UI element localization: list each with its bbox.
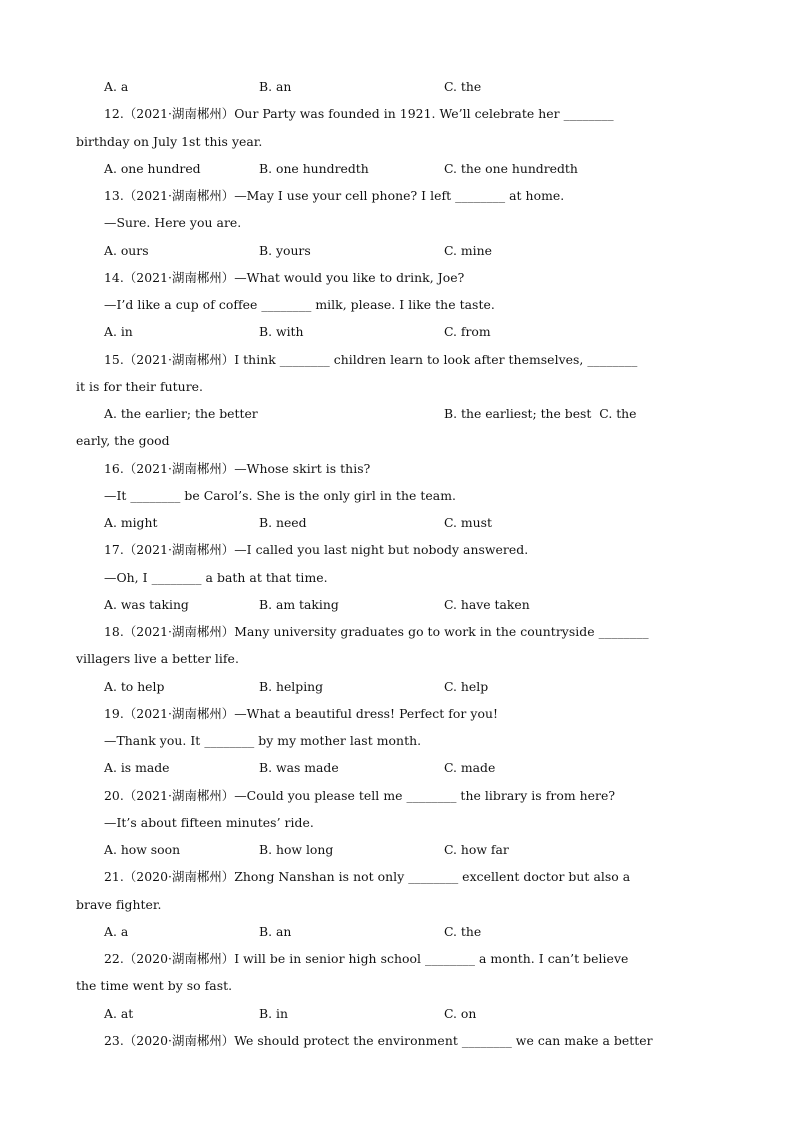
answer-option: A. in — [104, 324, 133, 339]
text-line: —Oh, I ________ a bath at that time. — [104, 570, 328, 585]
answer-option: C. have taken — [444, 597, 530, 612]
question-text: 18.（2021·湖南郴州）Many university graduates go to work in the countryside ________ — [104, 624, 649, 639]
answer-option: B. one hundredth — [259, 161, 369, 176]
question-text: 12.（2021·湖南郴州）Our Party was founded in 1921. We’ll celebrate her ________ — [104, 106, 614, 121]
answer-option: B. an — [259, 79, 292, 94]
answer-option: A. a — [104, 924, 129, 939]
question-text: 22.（2020·湖南郴州）I will be in senior high school ________ a month. I can’t believe — [104, 951, 629, 966]
answer-option: B. how long — [259, 842, 334, 857]
answer-option: C. how far — [444, 842, 509, 857]
answer-option: C. the — [444, 79, 482, 94]
answer-option: B. yours — [259, 243, 311, 258]
answer-option: B. in — [259, 1006, 288, 1021]
answer-option: A. ours — [104, 243, 149, 258]
answer-option: A. a — [104, 79, 129, 94]
answer-option: B. was made — [259, 760, 339, 775]
answer-option: B. am taking — [259, 597, 339, 612]
answer-option: A. might — [104, 515, 158, 530]
question-text: 23.（2020·湖南郴州）We should protect the environment ________ we can make a better — [104, 1033, 653, 1048]
question-text: 16.（2021·湖南郴州）—Whose skirt is this? — [104, 461, 371, 476]
answer-option: A. the earlier; the better — [104, 406, 258, 421]
answer-option: B. with — [259, 324, 304, 339]
question-text: 14.（2021·湖南郴州）—What would you like to drink, Joe? — [104, 270, 465, 285]
text-line: brave fighter. — [76, 897, 162, 912]
text-line: it is for their future. — [76, 379, 204, 394]
answer-option: A. at — [104, 1006, 134, 1021]
answer-option: B. an — [259, 924, 292, 939]
answer-option: C. must — [444, 515, 492, 530]
answer-option: C. from — [444, 324, 491, 339]
answer-option: C. help — [444, 679, 489, 694]
text-line: birthday on July 1st this year. — [76, 134, 263, 149]
text-line: early, the good — [76, 433, 170, 448]
text-line: —It ________ be Carol’s. She is the only girl in the team. — [104, 488, 456, 503]
answer-option: A. to help — [104, 679, 165, 694]
text-line: —Thank you. It ________ by my mother last month. — [104, 733, 422, 748]
answer-option: A. was taking — [104, 597, 189, 612]
answer-option: C. the one hundredth — [444, 161, 578, 176]
text-line: villagers live a better life. — [76, 651, 239, 666]
answer-option: C. made — [444, 760, 496, 775]
answer-option: A. how soon — [104, 842, 181, 857]
answer-option: A. one hundred — [104, 161, 201, 176]
answer-option: C. on — [444, 1006, 477, 1021]
answer-option: B. helping — [259, 679, 324, 694]
question-text: 21.（2020·湖南郴州）Zhong Nanshan is not only ________ excellent doctor but also a — [104, 869, 631, 884]
text-line: —I’d like a cup of coffee ________ milk, please. I like the taste. — [104, 297, 495, 312]
answer-option: C. mine — [444, 243, 492, 258]
question-text: 17.（2021·湖南郴州）—I called you last night but nobody answered. — [104, 542, 529, 557]
question-text: 19.（2021·湖南郴州）—What a beautiful dress! Perfect for you! — [104, 706, 499, 721]
answer-option: B. the earliest; the best C. the — [444, 406, 637, 421]
answer-option: C. the — [444, 924, 482, 939]
text-line: the time went by so fast. — [76, 978, 233, 993]
question-text: 15.（2021·湖南郴州）I think ________ children learn to look after themselves, ________ — [104, 352, 638, 367]
answer-option: B. need — [259, 515, 307, 530]
question-text: 20.（2021·湖南郴州）—Could you please tell me ________ the library is from here? — [104, 788, 616, 803]
question-text: 13.（2021·湖南郴州）—May I use your cell phone? I left ________ at home. — [104, 188, 565, 203]
text-line: —It’s about fifteen minutes’ ride. — [104, 815, 314, 830]
text-line: —Sure. Here you are. — [104, 215, 242, 230]
answer-option: A. is made — [104, 760, 170, 775]
